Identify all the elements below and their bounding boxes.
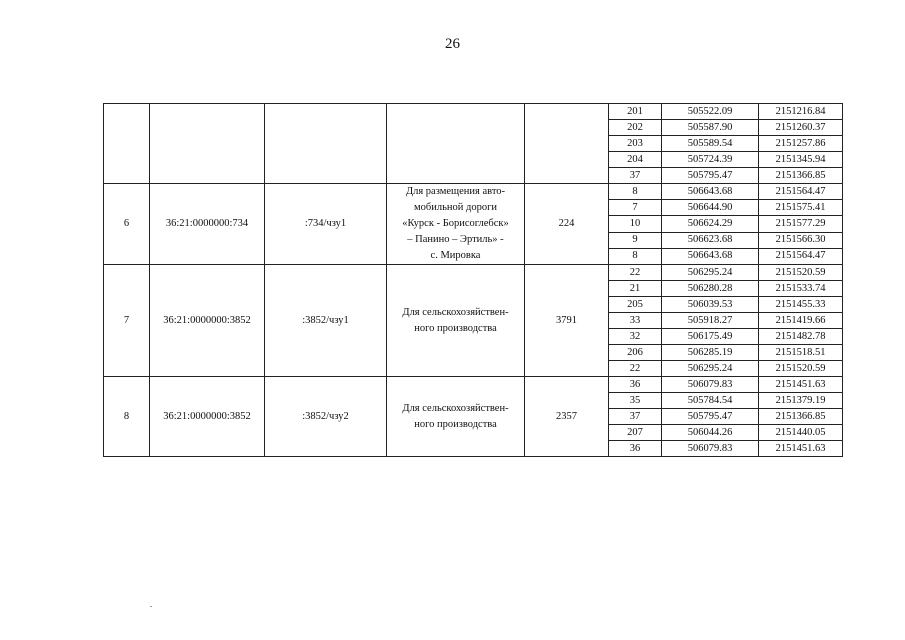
area-cell <box>525 104 609 184</box>
point-id-cell: 206 <box>609 345 662 361</box>
coord-y-cell: 2151257.86 <box>759 136 843 152</box>
point-id-cell: 204 <box>609 152 662 168</box>
area-cell: 3791 <box>525 265 609 377</box>
coord-x-cell: 505784.54 <box>662 393 759 409</box>
coord-y-cell: 2151260.37 <box>759 120 843 136</box>
coord-y-cell: 2151366.85 <box>759 168 843 184</box>
point-id-cell: 36 <box>609 377 662 393</box>
cadastral-number-cell: 36:21:0000000:3852 <box>150 265 265 377</box>
coord-x-cell: 505589.54 <box>662 136 759 152</box>
table-row <box>104 104 843 120</box>
point-id-cell: 32 <box>609 329 662 345</box>
coord-x-cell: 505795.47 <box>662 409 759 425</box>
coord-x-cell: 506644.90 <box>662 200 759 216</box>
purpose-line: Для размещения авто- <box>405 186 506 197</box>
coord-y-cell: 2151451.63 <box>759 441 843 457</box>
purpose-line: Для сельскохозяйствен- <box>402 402 509 414</box>
point-id-cell: 201 <box>609 104 662 120</box>
purpose-line: ного производства <box>414 418 497 430</box>
coord-x-cell: 505587.90 <box>662 120 759 136</box>
parcel-number-cell: 6 <box>104 184 150 265</box>
coord-x-cell: 506623.68 <box>662 232 759 248</box>
coord-y-cell: 2151455.33 <box>759 297 843 313</box>
purpose-cell <box>387 104 525 184</box>
coord-y-cell: 2151451.63 <box>759 377 843 393</box>
coord-y-cell: 2151216.84 <box>759 104 843 120</box>
point-id-cell: 33 <box>609 313 662 329</box>
point-id-cell: 7 <box>609 200 662 216</box>
point-id-cell: 22 <box>609 265 662 281</box>
purpose-cell <box>387 184 525 265</box>
purpose-line: Для сельскохозяйствен- <box>402 306 509 318</box>
parcel-number-cell: 8 <box>104 377 150 457</box>
coord-x-cell: 506280.28 <box>662 281 759 297</box>
coord-y-cell: 2151533.74 <box>759 281 843 297</box>
parcel-number-cell <box>104 104 150 184</box>
point-id-cell: 203 <box>609 136 662 152</box>
coord-y-cell: 2151440.05 <box>759 425 843 441</box>
point-id-cell: 202 <box>609 120 662 136</box>
table-body <box>104 104 843 457</box>
coord-y-cell: 2151520.59 <box>759 361 843 377</box>
purpose-line: ного производства <box>414 322 497 334</box>
coord-y-cell: 2151482.78 <box>759 329 843 345</box>
purpose-cell <box>387 265 525 377</box>
table-row <box>104 377 843 393</box>
coord-x-cell: 505522.09 <box>662 104 759 120</box>
scan-artifact <box>150 606 152 607</box>
coord-x-cell: 506285.19 <box>662 345 759 361</box>
point-id-cell: 8 <box>609 184 662 200</box>
cadastral-number-cell: 36:21:0000000:3852 <box>150 377 265 457</box>
land-parcels-table <box>103 103 843 457</box>
coord-y-cell: 2151575.41 <box>759 200 843 216</box>
parcel-part-cell <box>265 104 387 184</box>
table-row <box>104 265 843 281</box>
point-id-cell: 22 <box>609 361 662 377</box>
coord-y-cell: 2151518.51 <box>759 345 843 361</box>
coord-x-cell: 505918.27 <box>662 313 759 329</box>
point-id-cell: 205 <box>609 297 662 313</box>
purpose-line: мобильной дороги <box>413 202 497 213</box>
coord-x-cell: 506643.68 <box>662 184 759 200</box>
point-id-cell: 10 <box>609 216 662 232</box>
coord-x-cell: 505724.39 <box>662 152 759 168</box>
coord-x-cell: 505795.47 <box>662 168 759 184</box>
page-number: 26 <box>445 36 460 52</box>
purpose-line: – Панино – Эртиль» - <box>407 234 504 245</box>
coord-x-cell: 506295.24 <box>662 265 759 281</box>
coord-y-cell: 2151366.85 <box>759 409 843 425</box>
cadastral-number-cell <box>150 104 265 184</box>
coord-x-cell: 506175.49 <box>662 329 759 345</box>
area-cell: 224 <box>525 184 609 265</box>
purpose-line: с. Мировка <box>430 250 481 261</box>
coord-x-cell: 506079.83 <box>662 441 759 457</box>
coord-x-cell: 506044.26 <box>662 425 759 441</box>
coord-y-cell: 2151564.47 <box>759 248 843 264</box>
coord-x-cell: 506624.29 <box>662 216 759 232</box>
point-id-cell: 8 <box>609 248 662 264</box>
coord-y-cell: 2151419.66 <box>759 313 843 329</box>
coord-y-cell: 2151520.59 <box>759 265 843 281</box>
parcel-number-cell: 7 <box>104 265 150 377</box>
point-id-cell: 37 <box>609 168 662 184</box>
point-id-cell: 21 <box>609 281 662 297</box>
purpose-cell <box>387 377 525 457</box>
table-row <box>104 184 843 200</box>
point-id-cell: 37 <box>609 409 662 425</box>
parcel-part-cell: :3852/чзу2 <box>265 377 387 457</box>
parcel-part-cell: :734/чзу1 <box>265 184 387 265</box>
coord-y-cell: 2151566.30 <box>759 232 843 248</box>
point-id-cell: 207 <box>609 425 662 441</box>
parcel-part-cell: :3852/чзу1 <box>265 265 387 377</box>
point-id-cell: 36 <box>609 441 662 457</box>
coord-y-cell: 2151577.29 <box>759 216 843 232</box>
coord-y-cell: 2151379.19 <box>759 393 843 409</box>
point-id-cell: 9 <box>609 232 662 248</box>
coord-y-cell: 2151345.94 <box>759 152 843 168</box>
coord-x-cell: 506295.24 <box>662 361 759 377</box>
purpose-line: «Курск - Борисоглебск» <box>402 218 509 229</box>
coord-x-cell: 506039.53 <box>662 297 759 313</box>
coord-y-cell: 2151564.47 <box>759 184 843 200</box>
coord-x-cell: 506643.68 <box>662 248 759 264</box>
cadastral-number-cell: 36:21:0000000:734 <box>150 184 265 265</box>
area-cell: 2357 <box>525 377 609 457</box>
coord-x-cell: 506079.83 <box>662 377 759 393</box>
point-id-cell: 35 <box>609 393 662 409</box>
